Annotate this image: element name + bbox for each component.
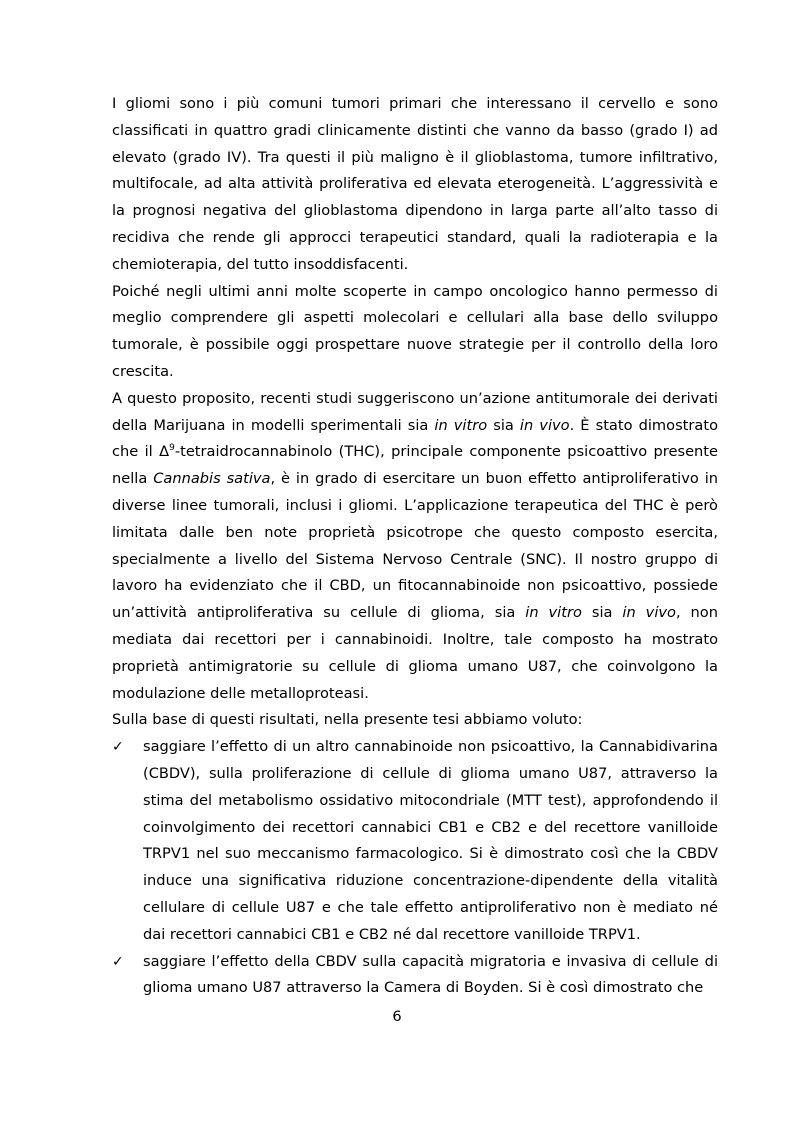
paragraph-gliomi-intro: I gliomi sono i più comuni tumori primari che interessano il cervello e sono classificati in quattro gradi clinicamente distinti che vanno da basso (grado I) ad elevato (grado IV). Tra questi il più maligno è il glioblastoma, tumore infiltrativo, multifocale, ad alta attività proliferativa ed elevata eterogeneità. L’aggressività e la prognosi negativa del glioblastoma dipendono in larga parte all’alto tasso di recidiva che rende gli approcci terapeutici standard, quali la radioterapia e la chemioterapia, del tutto insoddisfacenti. xyxy=(112,95,718,273)
text-run: , è in grado di esercitare un buon effetto antiproliferativo in diverse linee tumorali, inclusi i gliomi. L’applicazione terapeutica del THC è però limitata dalle ben note proprietà psicotrope che questo composto esercita, specialmente a livello del Sistema Nervoso Centrale (SNC). Il nostro gruppo di lavoro ha evidenziato che il CBD, un fitocannabinoide non psicoattivo, possiede un’attività antiproliferativa su cellule di glioma, sia xyxy=(112,470,719,622)
page-number: 6 xyxy=(392,1008,402,1025)
paragraph-thesis-aims: Sulla base di questi risultati, nella presente tesi abbiamo voluto: xyxy=(112,711,583,729)
aims-list xyxy=(112,734,718,1002)
italic-in-vitro: in vitro xyxy=(525,604,582,622)
delta-symbol: Δ xyxy=(159,443,170,461)
list-item-text: saggiare l’effetto di un altro cannabinoide non psicoattivo, la Cannabidivarina (CBDV), sulla proliferazione di cellule di glioma umano U87, attraverso la stima del metabolismo ossidativo mitocondriale (MTT test), approfondendo il coinvolgimento dei recettori cannabici CB1 e CB2 e del recettore vanilloide TRPV1 nel suo meccanismo farmacologico. Si è dimostrato così che la CBDV induce una significativa riduzione concentrazione-dipendente della vitalità cellulare di cellule U87 e che tale effetto antiproliferativo non è mediato né dai recettori cannabici CB1 e CB2 né dal recettore vanilloide TRPV1. xyxy=(143,738,718,943)
list-item xyxy=(112,949,718,1003)
italic-in-vivo: in vivo xyxy=(622,604,676,622)
italic-cannabis-sativa: Cannabis sativa xyxy=(153,470,271,488)
text-run: sia xyxy=(487,416,520,434)
checkmark-icon: ✓ xyxy=(112,953,124,970)
document-body xyxy=(112,91,718,1002)
checkmark-icon: ✓ xyxy=(112,739,124,756)
paragraph-oncology-discoveries: Poiché negli ultimi anni molte scoperte in campo oncologico hanno permesso di meglio comprendere gli aspetti molecolari e cellulari alla base dello sviluppo tumorale, è possibile oggi prospettare nuove strategie per il controllo della loro crescita. xyxy=(112,282,718,380)
text-run: sia xyxy=(581,604,623,622)
list-item xyxy=(112,734,718,948)
text-run: . È stato dimostrato che il xyxy=(112,416,718,461)
text-run: A questo proposito, recenti studi suggeriscono un’azione antitumorale dei derivati della Marijuana in modelli sperimentali sia xyxy=(112,389,718,434)
text-run: -tetraidrocannabinolo (THC), principale componente psicoattivo presente nella xyxy=(112,443,718,488)
italic-in-vivo: in vivo xyxy=(519,416,570,434)
superscript-nine: 9 xyxy=(169,443,175,454)
paragraph-cannabinoid-studies xyxy=(112,386,718,708)
italic-in-vitro: in vitro xyxy=(434,416,488,434)
list-item-text: saggiare l’effetto della CBDV sulla capacità migratoria e invasiva di cellule di glioma umano U87 attraverso la Camera di Boyden. Si è così dimostrato che xyxy=(143,952,718,997)
text-run: , non mediata dai recettori per i cannabinoidi. Inoltre, tale composto ha mostrato proprietà antimigratorie su cellule di glioma umano U87, che coinvolgono la modulazione delle metalloproteasi. xyxy=(112,604,718,702)
